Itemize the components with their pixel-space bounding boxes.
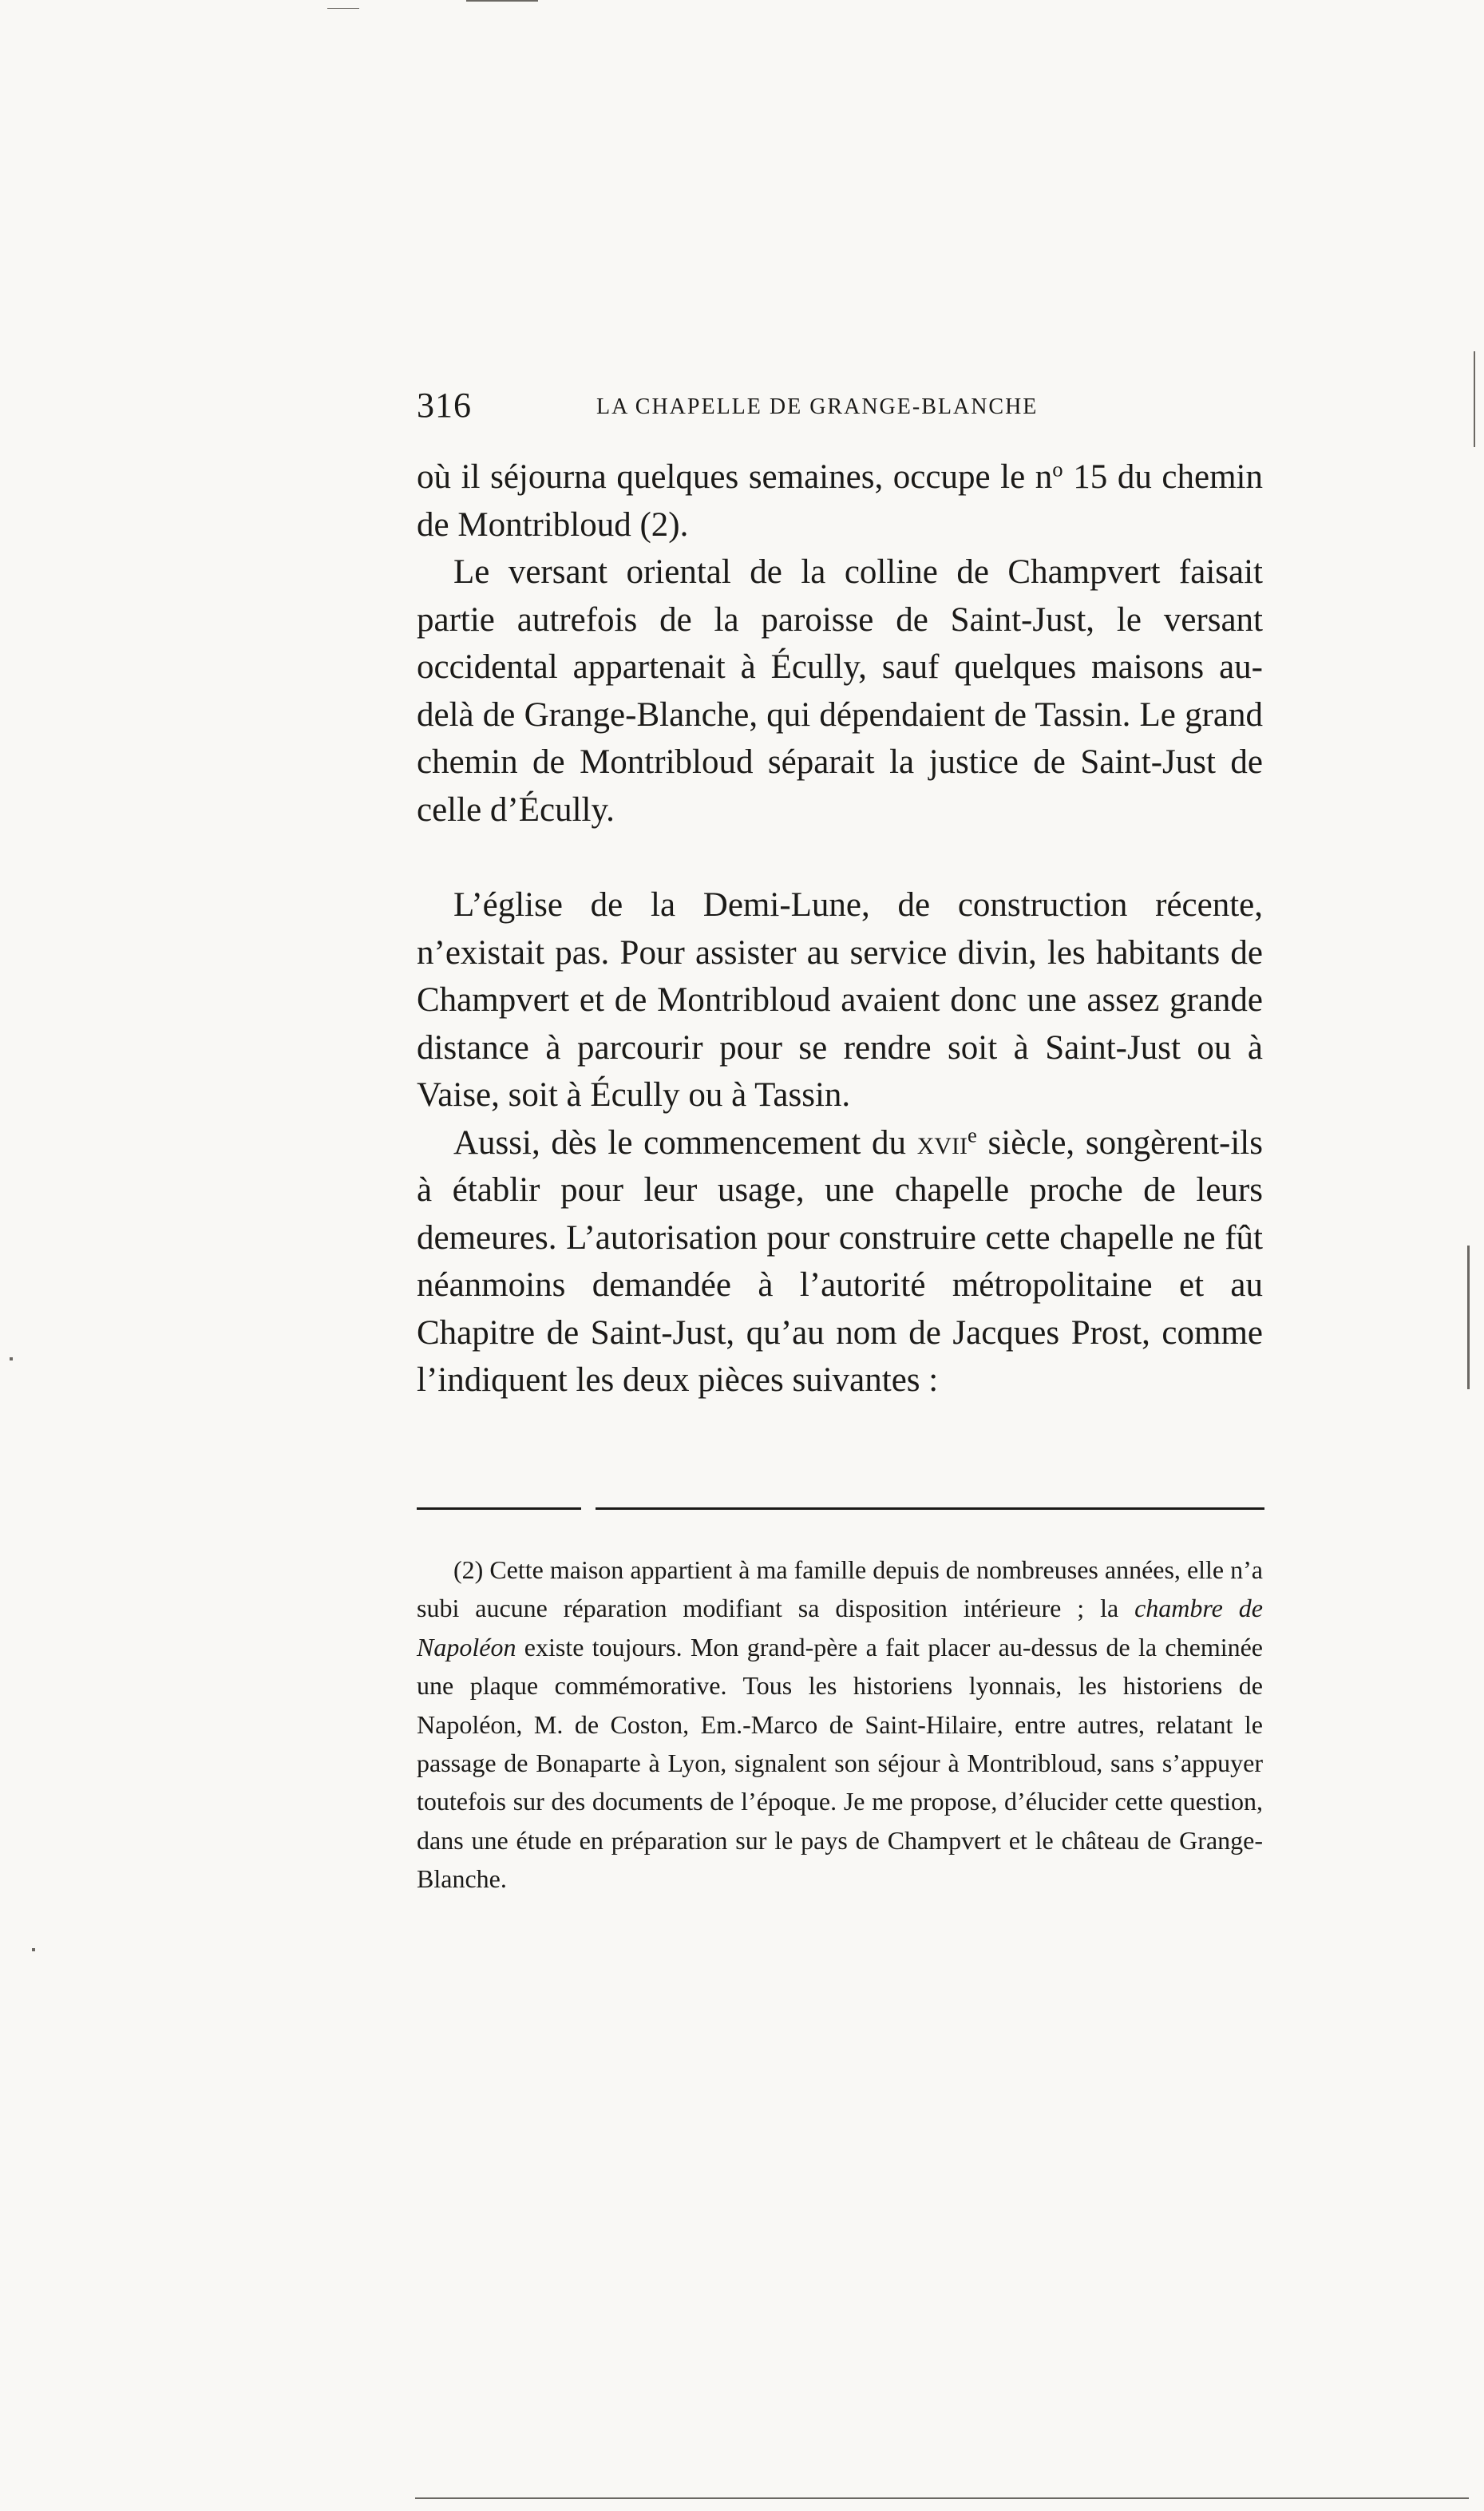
footnote-text: (2) Cette maison appartient à ma famille depuis de nombreuses années, elle n’a subi aucune réparation modifiant sa disposition intérieure ; la chambre de Napoléon existe toujours. Mon grand-père a fait placer au-dessus de la cheminée une plaque commémorative. Tous les historiens lyonnais, les historiens de Napoléon, M. de Coston, Em.-Marco de Saint-Hilaire, entre autres, relatant le passage de Bonaparte à Lyon, signalent son séjour à Montribloud, sans s’appuyer toutefois sur des documents de l’époque. Je me propose, d’élucider cette question, dans une étude en préparation sur le pays de Champvert et le château de Grange-Blanche. (417, 1555, 1264, 1894)
paragraph-eglise: L’église de la Demi-Lune, de construction récente, n’existait pas. Pour assister au service divin, les habitants de Champvert et de Montribloud avaient donc une assez grande distance à parcourir pour se rendre soit à Saint-Just ou à Vaise, soit à Écully ou à Tassin. (417, 886, 1263, 1114)
scan-artifact (415, 2497, 1469, 2499)
scan-artifact (32, 1948, 35, 1951)
paragraph-chapelle: Aussi, dès le commencement du xvii$^e$ siècle, songèrent-ils à établir pour leur usage, une chapelle proche de leurs demeures. L’autorisation pour construire cette chapelle ne fût néanmoins demandée à l’autorité métropolitaine et au Chapitre de Saint-Just, qu’au nom de Jacques Prost, comme l’indiquent les deux pièces suivantes : (417, 1122, 1263, 1399)
scan-artifact (10, 1357, 13, 1360)
paragraph-continuation: où il séjourna quelques semaines, occupe le $n^o$ 15 du chemin de Montribloud (2). (417, 457, 1263, 544)
scan-artifact (466, 0, 538, 2)
footnote-rule-short (417, 1507, 581, 1510)
page-header (417, 385, 1263, 433)
footnote-rule-long (596, 1507, 1264, 1510)
paragraph-versant: Le versant oriental de la colline de Champvert faisait partie autrefois de la paroisse de Saint-Just, le versant occidental appartenait à Écully, sauf quelques maisons au-delà de Grange-Blanche, qui dépendaient de Tassin. Le grand chemin de Montribloud séparait la justice de Saint-Just de celle d’Écully. (417, 553, 1263, 829)
footnote (417, 1551, 1263, 1899)
scan-artifact (1474, 351, 1475, 447)
page-number: 316 (417, 386, 472, 425)
main-text (417, 453, 1263, 1404)
running-title: LA CHAPELLE DE GRANGE-BLANCHE (596, 394, 1039, 419)
scan-artifact (1467, 1246, 1470, 1389)
scan-artifact (327, 8, 359, 9)
